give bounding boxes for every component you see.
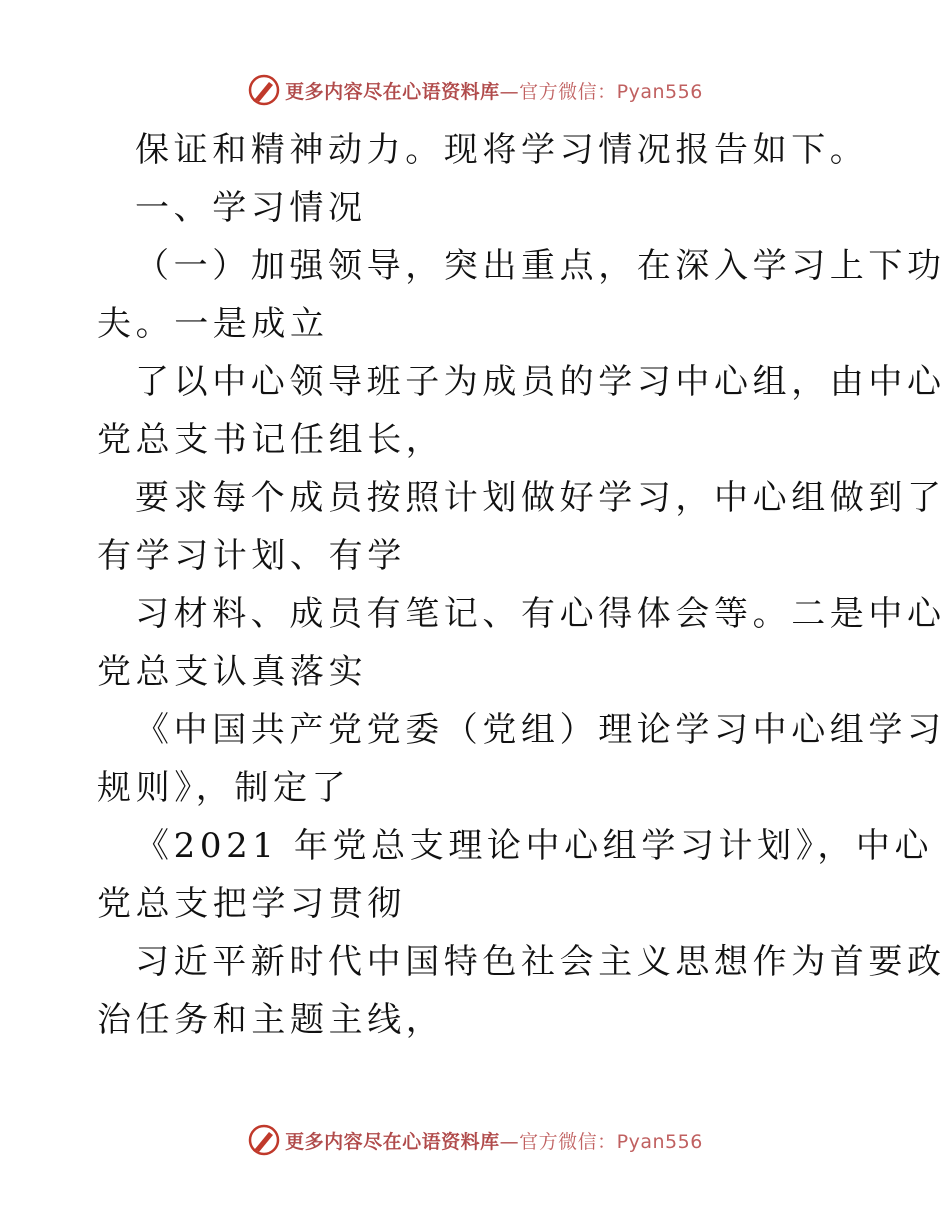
paragraph-line: 治任务和主题主线，: [97, 1000, 445, 1040]
banner-separator: —: [499, 80, 520, 103]
banner-separator: —: [499, 1130, 520, 1153]
pen-logo-icon: [247, 1123, 281, 1157]
paragraph-line: 规则》，制定了: [97, 768, 351, 808]
paragraph-line: 要求每个成员按照计划做好学习，中心组做到了: [135, 478, 946, 518]
paragraph-line: 了以中心领导班子为成员的学习中心组，由中心: [135, 362, 946, 402]
paragraph-line: 保证和精神动力。现将学习情况报告如下。: [135, 130, 869, 170]
paragraph-line: 夫。一是成立: [97, 304, 329, 344]
footer-banner: [0, 1120, 950, 1160]
banner-contact-text: 官方微信：Pyan556: [519, 80, 703, 103]
banner-brand-text: 更多内容尽在心语资料库: [285, 80, 500, 103]
section-heading: 一、学习情况: [135, 188, 367, 228]
paragraph-line: 《中国共产党党委（党组）理论学习中心组学习: [135, 710, 946, 750]
paragraph-line: 党总支把学习贯彻: [97, 884, 406, 924]
paragraph-line: 党总支认真落实: [97, 652, 368, 692]
banner-brand-text: 更多内容尽在心语资料库: [285, 1130, 500, 1153]
banner-contact-text: 官方微信：Pyan556: [519, 1130, 703, 1153]
paragraph-line: 《2021 年党总支理论中心组学习计划》，中心: [135, 826, 934, 866]
paragraph-line: （一）加强领导，突出重点，在深入学习上下功: [135, 246, 946, 286]
paragraph-line: 习近平新时代中国特色社会主义思想作为首要政: [135, 942, 946, 982]
paragraph-line: 习材料、成员有笔记、有心得体会等。二是中心: [135, 594, 946, 634]
paragraph-line: 党总支书记任组长，: [97, 420, 445, 460]
paragraph-line: 有学习计划、有学: [97, 536, 406, 576]
